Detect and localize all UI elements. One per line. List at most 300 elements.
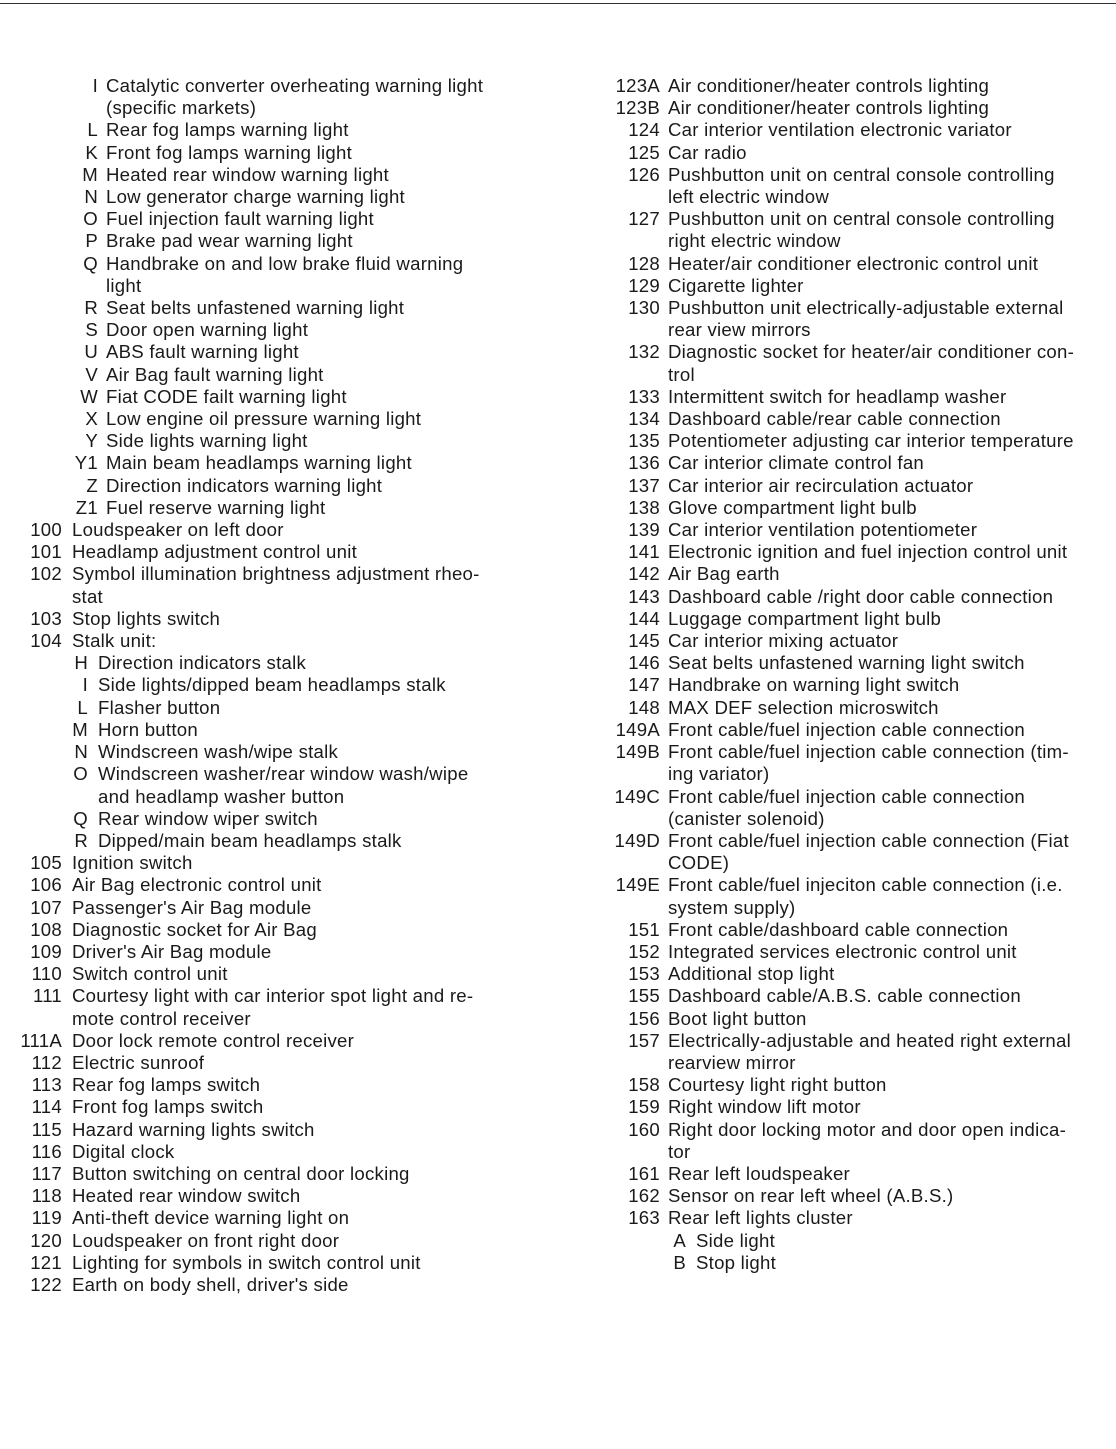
legend-entry-text: Pushbutton unit on central console controlling (668, 208, 1055, 230)
legend-entry (0, 452, 560, 474)
legend-entry-text: Rear left loudspeaker (668, 1162, 850, 1184)
legend-entry-text: Diagnostic socket for Air Bag (72, 918, 317, 940)
legend-entry-text: Right window lift motor (668, 1096, 861, 1118)
legend-entry (0, 142, 560, 164)
legend-entry-key: 159 (628, 1096, 660, 1118)
legend-entry-key: N (84, 186, 98, 208)
legend-entry-text: Front cable/fuel injection cable connection (668, 785, 1026, 807)
legend-entry-text: Handbrake on and low brake fluid warning (106, 252, 464, 274)
legend-entry-key: 155 (628, 985, 660, 1007)
legend-entry-text: Direction indicators stalk (98, 652, 307, 674)
legend-entry (560, 652, 1116, 674)
legend-entry (560, 408, 1116, 430)
legend-entry-text: Integrated services electronic control unit (668, 940, 1017, 962)
legend-entry (560, 1030, 1116, 1074)
legend-entry-key: 107 (30, 896, 62, 918)
legend-entry-key: 122 (30, 1273, 62, 1295)
legend-entry-key: 127 (628, 208, 660, 230)
legend-entry-text: Boot light button (668, 1007, 807, 1029)
legend-entry-text: Pushbutton unit electrically-adjustable external (668, 297, 1064, 319)
legend-entry-key: Z1 (75, 496, 98, 518)
legend-entry (0, 652, 560, 674)
legend-entry-key: 105 (30, 852, 62, 874)
legend-entry-key: I (92, 75, 98, 96)
legend-entry-text: Car interior ventilation potentiometer (668, 519, 978, 541)
legend-entry-text: Rear fog lamps warning light (106, 119, 349, 141)
legend-entry-key: 158 (628, 1074, 660, 1096)
legend-entry-text: Door lock remote control receiver (72, 1029, 355, 1051)
legend-entry (0, 1274, 560, 1296)
legend-entry-key: 134 (628, 408, 660, 430)
legend-entry-text: ing variator) (668, 763, 770, 785)
legend-entry (0, 897, 560, 919)
legend-entry (0, 919, 560, 941)
legend-entry-text: Front cable/fuel injection cable connection (tim- (668, 741, 1069, 763)
legend-entry-text: Luggage compartment light bulb (668, 607, 942, 629)
legend-entry-key: 118 (31, 1185, 62, 1207)
legend-entry (0, 1119, 560, 1141)
legend-entry-key: 108 (30, 918, 62, 940)
legend-entry (0, 164, 560, 186)
legend-entry (560, 1119, 1116, 1163)
legend-entry-text: Air Bag fault warning light (106, 363, 324, 385)
legend-entry-text: Rear left lights cluster (668, 1207, 853, 1229)
legend-entry (0, 630, 560, 652)
legend-entry-text: rear view mirrors (668, 319, 811, 341)
legend-entry (560, 1230, 1116, 1252)
legend-entry-key: O (73, 763, 88, 785)
legend-entry-key: U (84, 341, 98, 363)
legend-entry-key: 121 (30, 1251, 62, 1273)
legend-entry (0, 75, 560, 119)
legend-entry-text: right electric window (668, 230, 841, 252)
legend-entry-key: 161 (628, 1162, 660, 1184)
legend-entry-text: Air Bag electronic control unit (72, 874, 322, 896)
legend-entry-key: 128 (628, 252, 660, 274)
legend-entry-text: Catalytic converter overheating warning light (106, 75, 484, 96)
legend-entry-text: Front cable/fuel injection cable connection (Fiat (668, 829, 1069, 851)
legend-entry-text: Direction indicators warning light (106, 474, 383, 496)
legend-entry-text: light (106, 274, 142, 296)
legend-entry-text: Low generator charge warning light (106, 186, 405, 208)
legend-entry-text: rearview mirror (668, 1051, 796, 1073)
legend-entry (560, 919, 1116, 941)
legend-entry (560, 253, 1116, 275)
legend-entry-key: 109 (30, 940, 62, 962)
legend-entry-text: Low engine oil pressure warning light (106, 408, 422, 430)
legend-entry-key: 162 (628, 1185, 660, 1207)
legend-entry-text: stat (72, 585, 103, 607)
legend-entry (560, 1163, 1116, 1185)
legend-entry-text: Additional stop light (668, 963, 835, 985)
legend-entry (0, 563, 560, 607)
legend-entry-text: Electric sunroof (72, 1051, 205, 1073)
legend-entry-text: (specific markets) (106, 97, 257, 119)
legend-entry-text: Headlamp adjustment control unit (72, 541, 357, 563)
legend-entry-text: Switch control unit (72, 963, 228, 985)
legend-entry (0, 1074, 560, 1096)
legend-entry-key: 144 (628, 607, 660, 629)
legend-entry (560, 874, 1116, 918)
legend-entry (0, 985, 560, 1029)
legend-entry-key: Q (83, 252, 98, 274)
legend-entry-text: Digital clock (72, 1140, 175, 1162)
legend-entry-text: Car interior air recirculation actuator (668, 474, 974, 496)
legend-entry-key: 133 (628, 385, 660, 407)
legend-entry-text: Glove compartment light bulb (668, 496, 917, 518)
legend-entry (0, 297, 560, 319)
legend-entry (560, 1096, 1116, 1118)
legend-entry (0, 808, 560, 830)
legend-entry-key: 138 (628, 496, 660, 518)
legend-entry-text: (canister solenoid) (668, 807, 825, 829)
legend-entry (0, 541, 560, 563)
legend-column-left (0, 75, 560, 1296)
legend-entry-text: left electric window (668, 186, 830, 208)
legend-entry-key: M (72, 718, 88, 740)
legend-entry-text: Side light (696, 1229, 775, 1251)
legend-entry (560, 674, 1116, 696)
legend-entry-text: tor (668, 1140, 691, 1162)
legend-entry-text: Hazard warning lights switch (72, 1118, 315, 1140)
legend-entry (0, 674, 560, 696)
legend-entry-text: Button switching on central door locking (72, 1162, 410, 1184)
legend-entry-key: R (84, 297, 98, 319)
legend-entry-key: 151 (628, 918, 660, 940)
legend-entry (0, 319, 560, 341)
legend-entry-text: Air conditioner/heater controls lighting (668, 97, 990, 119)
legend-entry (560, 1008, 1116, 1030)
legend-entry-text: Car interior mixing actuator (668, 630, 899, 652)
legend-entry (560, 1074, 1116, 1096)
legend-entry-key: O (83, 208, 98, 230)
legend-entry-text: Loudspeaker on left door (72, 519, 284, 541)
legend-entry-text: Passenger's Air Bag module (72, 896, 312, 918)
legend-entry-key: 114 (31, 1096, 62, 1118)
legend-entry (560, 985, 1116, 1007)
legend-entry-text: CODE) (668, 852, 730, 874)
legend-entry-key: 137 (628, 474, 660, 496)
legend-entry (560, 519, 1116, 541)
legend-entry (0, 253, 560, 297)
legend-entry-key: 141 (628, 541, 660, 563)
legend-entry-text: Fiat CODE failt warning light (106, 385, 347, 407)
legend-entry-key: 147 (628, 674, 660, 696)
legend-entry-text: Dashboard cable/A.B.S. cable connection (668, 985, 1021, 1007)
legend-entry-text: and headlamp washer button (98, 785, 345, 807)
legend-entry-text: MAX DEF selection microswitch (668, 696, 939, 718)
legend-entry-text: Courtesy light right button (668, 1074, 887, 1096)
legend-entry-text: Cigarette lighter (668, 274, 804, 296)
legend-entry-text: Seat belts unfastened warning light (106, 297, 405, 319)
legend-entry-key: 117 (31, 1162, 62, 1184)
legend-entry (560, 97, 1116, 119)
legend-entry (560, 541, 1116, 563)
legend-entry-text: Stop lights switch (72, 607, 221, 629)
legend-entry-text: trol (668, 363, 695, 385)
legend-entry-key: 139 (628, 519, 660, 541)
legend-entry (0, 208, 560, 230)
legend-entry-text: Car interior climate control fan (668, 452, 925, 474)
legend-entry-key: L (87, 119, 98, 141)
legend-entry (560, 452, 1116, 474)
legend-entry-key: M (82, 163, 98, 185)
legend-entry (560, 630, 1116, 652)
legend-entry-text: Car radio (668, 141, 747, 163)
legend-entry-text: Windscreen washer/rear window wash/wipe (98, 763, 469, 785)
legend-entry (0, 719, 560, 741)
legend-entry-text: Pushbutton unit on central console controlling (668, 163, 1055, 185)
legend-entry-key: Z (86, 474, 98, 496)
legend-entry-text: Door open warning light (106, 319, 309, 341)
legend-entry-text: Earth on body shell, driver's side (72, 1273, 349, 1295)
legend-entry (560, 341, 1116, 385)
legend-entry-text: Ignition switch (72, 852, 193, 874)
legend-entry (0, 1163, 560, 1185)
legend-entry-text: Heated rear window switch (72, 1185, 301, 1207)
legend-entry-key: 149E (615, 874, 660, 896)
legend-entry-key: W (80, 385, 98, 407)
legend-entry (0, 1052, 560, 1074)
legend-entry (560, 941, 1116, 963)
legend-entry (0, 1096, 560, 1118)
legend-entry (0, 1230, 560, 1252)
legend-entry-text: system supply) (668, 896, 796, 918)
top-rule (0, 3, 1116, 4)
legend-entry-key: 125 (628, 141, 660, 163)
legend-entry (0, 341, 560, 363)
legend-entry (560, 1207, 1116, 1229)
legend-entry-text: Seat belts unfastened warning light switch (668, 652, 1025, 674)
legend-entry-text: Stop light (696, 1251, 777, 1273)
legend-entry (0, 741, 560, 763)
legend-entry-key: 152 (628, 940, 660, 962)
legend-entry-key: 148 (628, 696, 660, 718)
legend-entry (560, 963, 1116, 985)
legend-entry-key: 157 (628, 1029, 660, 1051)
legend-entry (0, 1141, 560, 1163)
legend-entry (560, 786, 1116, 830)
legend-entry-key: 130 (628, 297, 660, 319)
legend-entry-key: 153 (628, 963, 660, 985)
legend-entry-key: 123B (615, 97, 660, 119)
legend-entry (0, 852, 560, 874)
legend-entry (560, 830, 1116, 874)
legend-entry-text: Rear fog lamps switch (72, 1074, 261, 1096)
legend-entry-text: Intermittent switch for headlamp washer (668, 385, 1007, 407)
legend-entry (0, 1207, 560, 1229)
legend-entry-text: Sensor on rear left wheel (A.B.S.) (668, 1185, 954, 1207)
legend-entry (560, 386, 1116, 408)
legend-entry-text: Front cable/dashboard cable connection (668, 918, 1009, 940)
legend-entry (560, 142, 1116, 164)
legend-entry (560, 741, 1116, 785)
legend-entry-key: 132 (628, 341, 660, 363)
legend-entry-text: mote control receiver (72, 1007, 251, 1029)
legend-entry-text: Stalk unit: (72, 630, 157, 652)
legend-entry-text: Heated rear window warning light (106, 163, 389, 185)
legend-entry-key: 106 (30, 874, 62, 896)
legend-entry (0, 475, 560, 497)
legend-entry-key: 120 (30, 1229, 62, 1251)
legend-entry-text: Rear window wiper switch (98, 807, 318, 829)
legend-entry-key: L (77, 696, 88, 718)
legend-entry (560, 563, 1116, 585)
legend-entry (0, 1030, 560, 1052)
legend-entry-text: Dashboard cable /right door cable connection (668, 585, 1054, 607)
legend-entry (0, 1185, 560, 1207)
legend-entry-key: 163 (628, 1207, 660, 1229)
legend-entry (0, 963, 560, 985)
legend-entry-key: 123A (615, 75, 660, 96)
legend-entry-text: Brake pad wear warning light (106, 230, 353, 252)
legend-entry-text: Front cable/fuel injection cable connection (668, 718, 1026, 740)
legend-entry (560, 697, 1116, 719)
legend-entry (0, 230, 560, 252)
legend-entry (560, 1185, 1116, 1207)
legend-entry-key: 104 (30, 630, 62, 652)
legend-entry-key: 143 (628, 585, 660, 607)
legend-entry-text: Car interior ventilation electronic variator (668, 119, 1012, 141)
legend-entry-text: Fuel reserve warning light (106, 496, 326, 518)
legend-entry-key: 135 (628, 430, 660, 452)
legend-entry-key: Y1 (74, 452, 98, 474)
legend-entry-key: 149C (614, 785, 660, 807)
legend-entry (0, 763, 560, 807)
legend-entry-text: Front fog lamps switch (72, 1096, 264, 1118)
legend-entry-text: Lighting for symbols in switch control unit (72, 1251, 421, 1273)
legend-entry-text: Front cable/fuel injeciton cable connection (i.e. (668, 874, 1063, 896)
legend-entry-text: Handbrake on warning light switch (668, 674, 960, 696)
legend-entry-key: 149B (615, 741, 660, 763)
legend-entry-text: Windscreen wash/wipe stalk (98, 741, 339, 763)
legend-entry (0, 408, 560, 430)
legend-entry-key: 112 (31, 1051, 62, 1073)
legend-entry-text: Symbol illumination brightness adjustment rheo- (72, 563, 480, 585)
legend-entry-text: Courtesy light with car interior spot light and re- (72, 985, 474, 1007)
legend-entry (560, 586, 1116, 608)
legend-entry-text: Air Bag earth (668, 563, 780, 585)
legend-entry (560, 297, 1116, 341)
legend-column-right (560, 75, 1116, 1274)
legend-entry-key: 102 (30, 563, 62, 585)
legend-entry-key: 145 (628, 630, 660, 652)
legend-entry-text: Electrically-adjustable and heated right external (668, 1029, 1071, 1051)
legend-entry (560, 208, 1116, 252)
legend-entry-text: Driver's Air Bag module (72, 940, 272, 962)
legend-entry-key: Y (85, 430, 98, 452)
legend-entry (0, 186, 560, 208)
legend-entry-key: 136 (628, 452, 660, 474)
legend-entry-key: P (85, 230, 98, 252)
legend-entry-key: 103 (30, 607, 62, 629)
legend-entry-key: 111 (32, 985, 62, 1007)
legend-entry-key: 142 (628, 563, 660, 585)
legend-entry-text: Anti-theft device warning light on (72, 1207, 350, 1229)
legend-entry-key: V (85, 363, 98, 385)
legend-entry-text: ABS fault warning light (106, 341, 299, 363)
legend-entry-key: 146 (628, 652, 660, 674)
legend-entry (0, 430, 560, 452)
legend-entry (560, 719, 1116, 741)
legend-entry-text: Loudspeaker on front right door (72, 1229, 340, 1251)
legend-entry-text: Fuel injection fault warning light (106, 208, 374, 230)
legend-entry-key: 116 (31, 1140, 62, 1162)
legend-entry-key: I (82, 674, 88, 696)
legend-entry-key: 119 (31, 1207, 62, 1229)
legend-entry (560, 164, 1116, 208)
legend-entry (0, 386, 560, 408)
legend-entry (560, 119, 1116, 141)
legend-entry-text: Air conditioner/heater controls lighting (668, 75, 990, 96)
legend-entry (560, 1252, 1116, 1274)
legend-entry-key: 149D (614, 829, 660, 851)
legend-entry-key: 115 (31, 1118, 62, 1140)
legend-entry-key: 149A (615, 718, 660, 740)
legend-entry-key: 100 (30, 519, 62, 541)
legend-entry-key: B (673, 1251, 686, 1273)
legend-entry-text: Side lights/dipped beam headlamps stalk (98, 674, 446, 696)
legend-entry-key: 129 (628, 274, 660, 296)
legend-entry (560, 497, 1116, 519)
legend-entry-text: Diagnostic socket for heater/air conditioner con- (668, 341, 1075, 363)
legend-entry-key: X (85, 408, 98, 430)
legend-entry (560, 608, 1116, 630)
legend-entry-text: Electronic ignition and fuel injection control unit (668, 541, 1068, 563)
legend-entry-key: 160 (628, 1118, 660, 1140)
legend-entry-key: 156 (628, 1007, 660, 1029)
legend-entry-text: Heater/air conditioner electronic control unit (668, 252, 1039, 274)
legend-entry (560, 430, 1116, 452)
legend-entry (0, 608, 560, 630)
legend-entry (0, 941, 560, 963)
legend-entry-text: Side lights warning light (106, 430, 308, 452)
legend-entry (560, 475, 1116, 497)
legend-entry-text: Main beam headlamps warning light (106, 452, 412, 474)
legend-entry-key: R (74, 829, 88, 851)
legend-entry (0, 519, 560, 541)
legend-entry-key: A (673, 1229, 686, 1251)
legend-entry (0, 830, 560, 852)
legend-entry-text: Front fog lamps warning light (106, 141, 352, 163)
legend-entry-text: Potentiometer adjusting car interior temperature (668, 430, 1074, 452)
legend-entry-text: Dashboard cable/rear cable connection (668, 408, 1001, 430)
legend-entry-key: 113 (31, 1074, 62, 1096)
legend-entry-key: 124 (628, 119, 660, 141)
legend-entry (0, 119, 560, 141)
legend-entry-key: 126 (628, 163, 660, 185)
legend-entry-key: S (85, 319, 98, 341)
legend-entry (560, 75, 1116, 97)
legend-entry-text: Flasher button (98, 696, 221, 718)
legend-entry (0, 874, 560, 896)
legend-entry (0, 1252, 560, 1274)
legend-entry-text: Right door locking motor and door open indica- (668, 1118, 1067, 1140)
legend-entry-key: N (74, 741, 88, 763)
legend-entry-text: Horn button (98, 718, 198, 740)
legend-entry (0, 364, 560, 386)
legend-entry-key: K (85, 141, 98, 163)
legend-entry (0, 497, 560, 519)
legend-entry-key: 101 (30, 541, 62, 563)
legend-entry (560, 275, 1116, 297)
legend-entry-key: 110 (31, 963, 62, 985)
legend-entry-key: 111A (20, 1029, 62, 1051)
legend-entry-text: Dipped/main beam headlamps stalk (98, 829, 402, 851)
legend-entry-key: H (74, 652, 88, 674)
legend-entry-key: Q (73, 807, 88, 829)
legend-entry (0, 697, 560, 719)
